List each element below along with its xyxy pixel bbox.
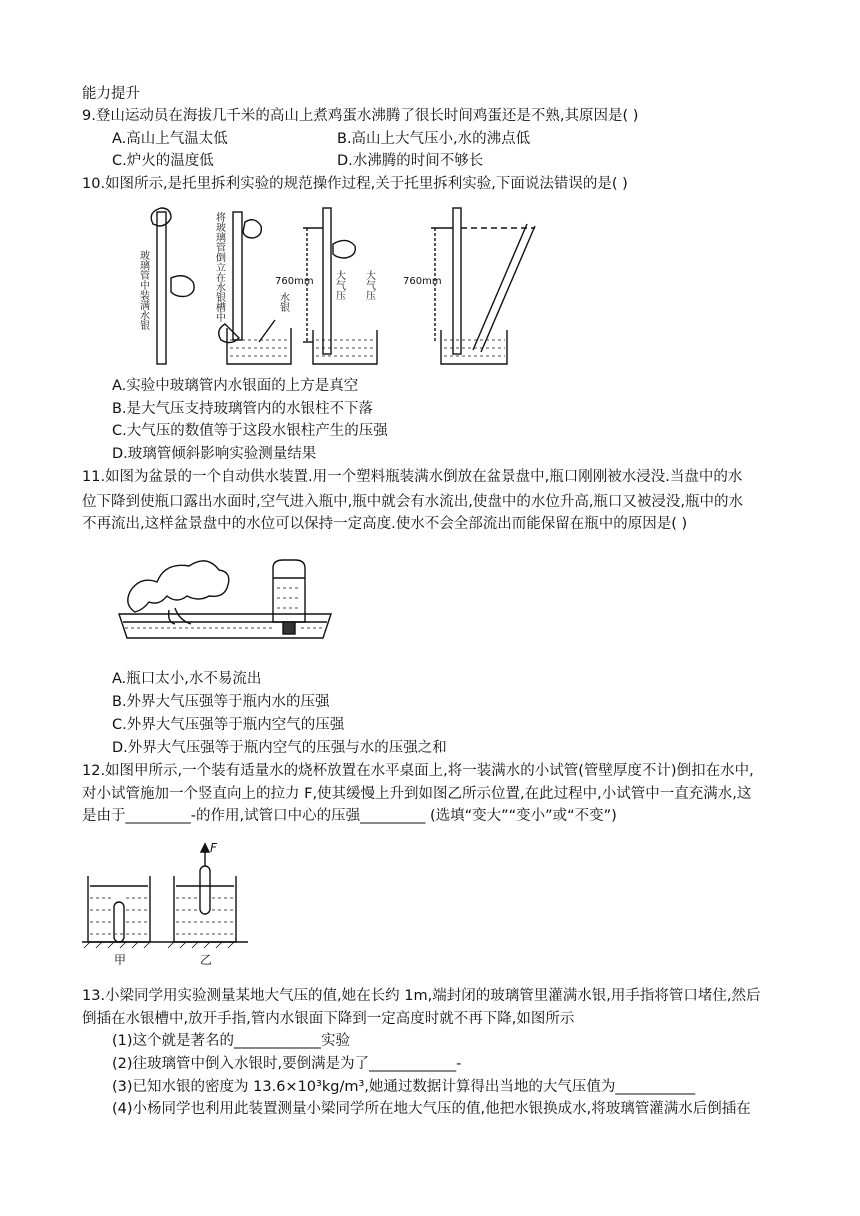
glass-tube-1	[157, 212, 166, 364]
q9-option-d: D.水沸腾的时间不够长	[337, 153, 484, 169]
section-title: 能力提升	[82, 86, 140, 102]
trough-2	[227, 328, 291, 364]
q11-option-b: B.外界大气压强等于瓶内水的压强	[112, 694, 330, 710]
test-tube-b	[200, 866, 210, 914]
q12-stem-line-2: 对小试管施加一个竖直向上的拉力 F,使其缓慢上升到如图乙所示位置,在此过程中,小试管中一直充满水,这	[82, 786, 752, 802]
q11-stem-line-2: 位下降到使瓶口露出水面时,空气进入瓶中,瓶中就会有水流出,使盘中的水位升高,瓶口又被浸没,瓶中的水	[82, 494, 744, 510]
label-yi: 乙	[200, 953, 213, 967]
glass-tube-4	[453, 208, 461, 354]
q13-stem-line-2: 倒插在水银槽中,放开手指,管内水银面下降到一定高度时就不再下降,如图所示	[82, 1011, 575, 1027]
q11-option-a: A.瓶口太小,水不易流出	[112, 671, 262, 687]
torricelli-figure	[135, 200, 555, 368]
q11-option-d: D.外界大气压强等于瓶内空气的压强与水的压强之和	[112, 740, 447, 756]
bonsai-figure	[115, 548, 347, 648]
q12-stem-line-1: 12.如图甲所示,一个装有适量水的烧杯放置在水平桌面上,将一装满水的小试管(管壁厚度不计)倒扣在水中,	[82, 763, 754, 779]
q13-sub-3: (3)已知水银的密度为 13.6×10³kg/m³,她通过数据计算得出当地的大气压值为___________	[112, 1079, 696, 1095]
q13-sub-2: (2)往玻璃管中倒入水银时,要倒满是为了____________-	[112, 1056, 462, 1072]
hand-bottom-2	[219, 324, 239, 343]
q10-stem: 10.如图所示,是托里拆利实验的规范操作过程,关于托里拆利实验,下面说法错误的是( )	[82, 176, 628, 192]
q9-option-b: B.高山上大气压小,水的沸点低	[337, 131, 531, 147]
label-fill-mercury: 玻璃管中装满水银	[137, 250, 149, 330]
test-tube-figure	[80, 840, 250, 968]
label-height-2: 760mm	[403, 276, 442, 287]
label-height-1: 760mm	[275, 276, 314, 287]
q12-stem-line-3: 是由于_________-的作用,试管口中心的压强_________ (选填“变大”“变小”或“不变”)	[82, 808, 617, 824]
q13-sub-4: (4)小杨同学也利用此装置测量小梁同学所在地大气压的值,他把水银换成水,将玻璃管灌满水后倒插在	[112, 1101, 751, 1117]
q11-stem-line-1: 11.如图为盆景的一个自动供水装置.用一个塑料瓶装满水倒放在盆景盘中,瓶口刚刚被水浸没.当盘中的水	[82, 469, 743, 485]
bottle-neck	[283, 622, 295, 634]
q13-sub-1: (1)这个就是著名的____________实验	[112, 1033, 351, 1049]
bonsai-tree	[128, 561, 229, 612]
hand-top-2	[243, 220, 261, 238]
hand-bottom-1	[171, 276, 194, 297]
bottle	[273, 560, 305, 622]
q13-stem-line-1: 13.小梁同学用实验测量某地大气压的值,她在长约 1m,端封闭的玻璃管里灌满水银,用手指将管口堵住,然后	[82, 988, 761, 1004]
hand-3	[333, 240, 355, 258]
label-invert-tube: 将玻璃管倒立在水银槽中	[213, 212, 225, 322]
glass-tube-2	[233, 212, 242, 340]
q10-option-c: C.大气压的数值等于这段水银柱产生的压强	[112, 423, 388, 439]
mercury-trough-2	[230, 340, 505, 356]
q9-stem: 9.登山运动员在海拔几千米的高山上煮鸡蛋水沸腾了很长时间鸡蛋还是不熟,其原因是( )	[82, 108, 639, 124]
test-tube-a	[114, 902, 124, 942]
label-jia: 甲	[114, 953, 127, 967]
q11-option-c: C.外界大气压强等于瓶内空气的压强	[112, 717, 345, 733]
label-force: F	[210, 841, 217, 855]
q9-option-c: C.炉火的温度低	[112, 153, 214, 169]
hand-top-1	[151, 208, 171, 226]
glass-tube-3	[323, 208, 331, 354]
q11-stem-line-3: 不再流出,这样盆景盘中的水位可以保持一定高度.使水不会全部流出而能保留在瓶中的原因是( )	[82, 516, 688, 532]
label-mercury: 水银	[277, 292, 289, 312]
q9-option-a: A.高山上气温太低	[112, 131, 228, 147]
label-pressure-1: 大气压	[333, 270, 345, 300]
q10-option-b: B.是大气压支持玻璃管内的水银柱不下落	[112, 401, 374, 417]
label-pressure-2: 大气压	[363, 270, 375, 300]
q10-option-d: D.玻璃管倾斜影响实验测量结果	[112, 446, 317, 462]
q10-option-a: A.实验中玻璃管内水银面的上方是真空	[112, 378, 359, 394]
tray	[119, 614, 331, 638]
